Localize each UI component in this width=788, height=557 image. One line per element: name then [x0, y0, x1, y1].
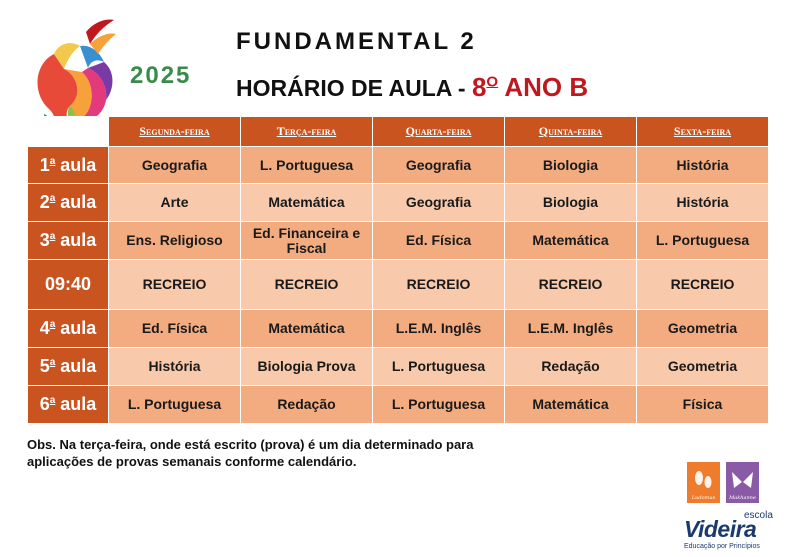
- year-label: 2025: [130, 62, 192, 89]
- subject-cell: História: [637, 184, 769, 222]
- period-label: 4$^a$ aula: [28, 310, 109, 348]
- brand-tagline: Educação por Princípios: [684, 543, 760, 550]
- subject-cell: L.E.M. Inglês: [505, 310, 637, 348]
- subject-cell: RECREIO: [241, 260, 373, 310]
- subject-cell: L.E.M. Inglês: [373, 310, 505, 348]
- subject-cell: L. Portuguesa: [109, 386, 241, 424]
- subject-cell: História: [637, 147, 769, 184]
- brand-escola: escola: [744, 510, 773, 521]
- day-header: Quinta-feira: [505, 117, 637, 147]
- schedule-row: [28, 260, 769, 310]
- subject-cell: Matemática: [505, 222, 637, 260]
- schedule-row: [28, 348, 769, 386]
- period-label: 5$^a$ aula: [28, 348, 109, 386]
- subject-cell: L. Portuguesa: [373, 386, 505, 424]
- subject-cell: L. Portuguesa: [373, 348, 505, 386]
- schedule-table: [27, 116, 769, 424]
- subject-cell: Redação: [241, 386, 373, 424]
- subject-cell: Matemática: [505, 386, 637, 424]
- subject-cell: RECREIO: [109, 260, 241, 310]
- subject-cell: Biologia Prova: [241, 348, 373, 386]
- subject-cell: Arte: [109, 184, 241, 222]
- footprint-icon: Ludomus: [687, 462, 720, 503]
- subject-cell: L. Portuguesa: [241, 147, 373, 184]
- subject-cell: Ens. Religioso: [109, 222, 241, 260]
- period-label: 2$^a$ aula: [28, 184, 109, 222]
- period-label: 09:40: [28, 260, 109, 310]
- subject-cell: História: [109, 348, 241, 386]
- period-label: 1$^a$ aula: [28, 147, 109, 184]
- schedule-row: [28, 310, 769, 348]
- subject-cell: Matemática: [241, 310, 373, 348]
- brand-name: Videira: [684, 516, 757, 542]
- corner-cell: [28, 117, 109, 147]
- subject-cell: RECREIO: [505, 260, 637, 310]
- butterfly-icon: Makhanne: [726, 462, 759, 503]
- subject-cell: Geografia: [373, 184, 505, 222]
- subject-cell: Ed. Física: [373, 222, 505, 260]
- subject-cell: L. Portuguesa: [637, 222, 769, 260]
- grade-label: $8^O$ ANO B: [471, 72, 589, 102]
- subject-cell: Geometria: [637, 310, 769, 348]
- subject-cell: Geografia: [373, 147, 505, 184]
- subject-cell: RECREIO: [637, 260, 769, 310]
- schedule-row: [28, 147, 769, 184]
- subject-cell: RECREIO: [373, 260, 505, 310]
- subject-cell: Física: [637, 386, 769, 424]
- day-header: Segunda-feira: [109, 117, 241, 147]
- period-label: 6$^a$ aula: [28, 386, 109, 424]
- day-header: Terça-feira: [241, 117, 373, 147]
- page-title: FUNDAMENTAL 2: [236, 28, 477, 55]
- observation-note: Obs. Na terça-feira, onde está escrito (prova) é um dia determinado para aplicações de provas semanais conforme calendário.: [27, 437, 474, 469]
- schedule-row: [28, 222, 769, 260]
- escola-videira-brand: [684, 460, 773, 556]
- subject-cell: Biologia: [505, 184, 637, 222]
- subject-cell: Redação: [505, 348, 637, 386]
- subject-cell: Matemática: [241, 184, 373, 222]
- day-header: Sexta-feira: [637, 117, 769, 147]
- schedule-row: [28, 184, 769, 222]
- subject-cell: Ed. Financeira e Fiscal: [241, 222, 373, 260]
- subject-cell: Geometria: [637, 348, 769, 386]
- schedule-subtitle: [236, 72, 588, 103]
- subject-cell: Ed. Física: [109, 310, 241, 348]
- period-label: 3$^a$ aula: [28, 222, 109, 260]
- schedule-row: [28, 386, 769, 424]
- subject-cell: Biologia: [505, 147, 637, 184]
- subtitle-text: HORÁRIO DE AULA -: [236, 75, 472, 101]
- day-header: Quarta-feira: [373, 117, 505, 147]
- subject-cell: Geografia: [109, 147, 241, 184]
